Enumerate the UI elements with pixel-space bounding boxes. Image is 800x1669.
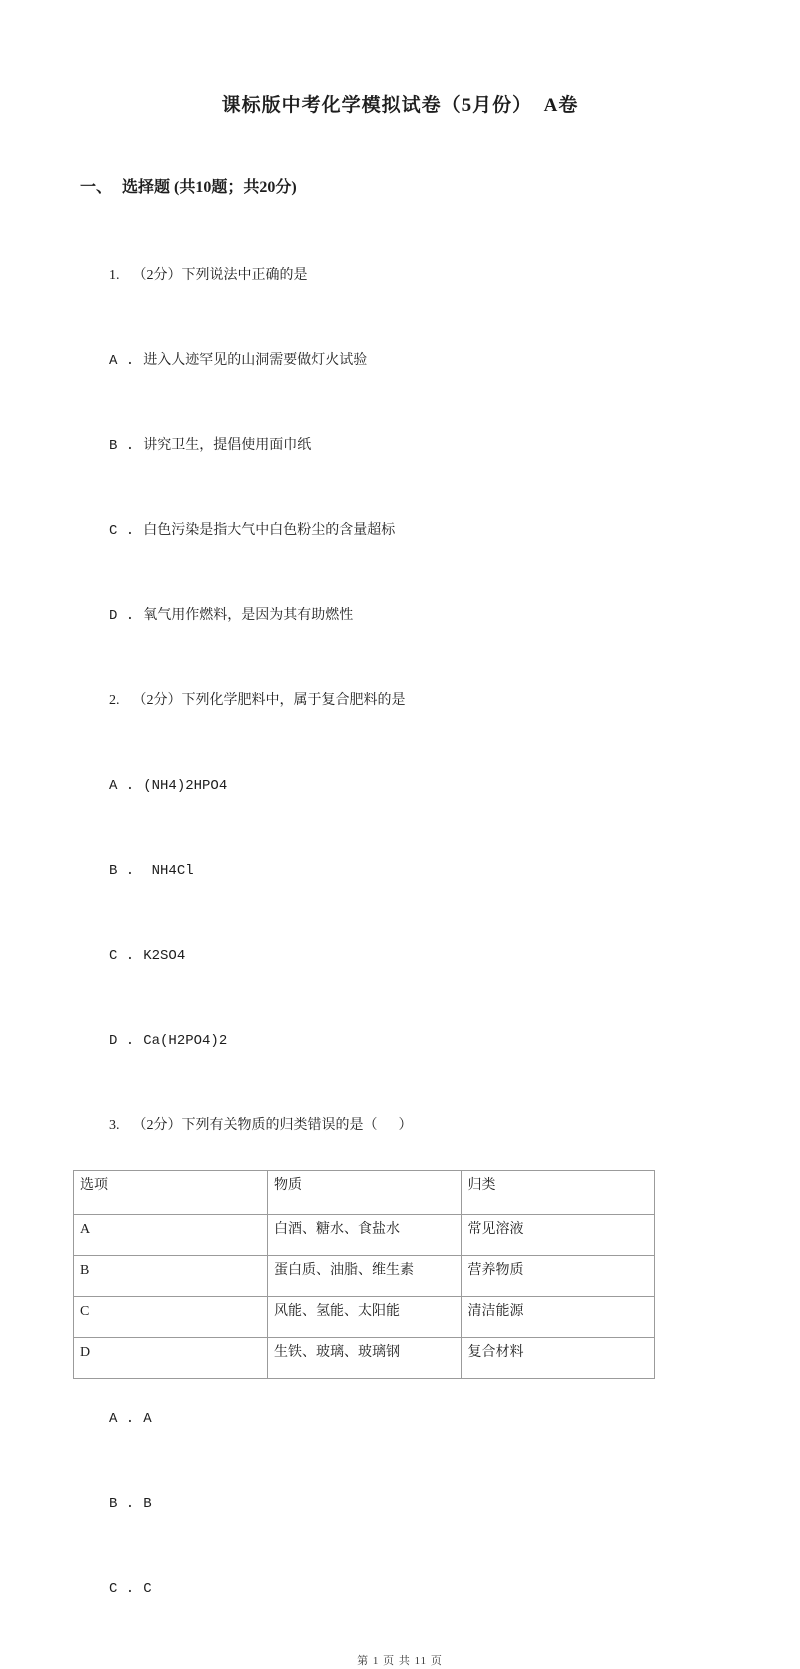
table-cell: 清洁能源 xyxy=(461,1297,654,1338)
section-heading xyxy=(64,155,800,221)
option-label: C . xyxy=(109,948,135,964)
question-3-number: 3. xyxy=(109,1118,120,1133)
option-text: 进入人迹罕见的山洞需要做灯火试验 xyxy=(143,353,368,368)
question-3-option-c xyxy=(95,1559,800,1619)
option-text: C xyxy=(143,1581,152,1597)
question-2-stem xyxy=(95,671,800,731)
table-header-option: 选项 xyxy=(74,1171,268,1215)
question-1-stem xyxy=(95,246,800,306)
question-1-text: （2分）下列说法中正确的是 xyxy=(132,268,308,283)
table-cell: 复合材料 xyxy=(461,1338,654,1379)
table-row xyxy=(74,1338,655,1379)
option-label: C . xyxy=(109,523,135,539)
section-number: 一、 xyxy=(80,179,113,196)
question-3-option-b xyxy=(95,1474,800,1534)
question-2-option-b xyxy=(95,841,800,901)
table-header-category: 归类 xyxy=(461,1171,654,1215)
option-label: B . xyxy=(109,438,135,454)
table-cell: 生铁、玻璃、玻璃钢 xyxy=(268,1338,461,1379)
chemical-formula: Ca(H2PO4)2 xyxy=(143,1033,228,1049)
question-3-stem xyxy=(95,1096,800,1156)
option-text: 氧气用作燃料，是因为其有助燃性 xyxy=(143,608,354,623)
section-title: 选择题 (共10题；共20分) xyxy=(122,179,297,196)
chemical-formula: (NH4)2HPO4 xyxy=(143,778,228,794)
table-row xyxy=(74,1297,655,1338)
option-text: 白色污染是指大气中白色粉尘的含量超标 xyxy=(143,523,396,538)
table-cell: A xyxy=(74,1215,268,1256)
table-header-row xyxy=(74,1171,655,1215)
option-label: D . xyxy=(109,608,135,624)
table-row xyxy=(74,1215,655,1256)
chemical-formula: NH4Cl xyxy=(143,863,194,879)
table-cell: D xyxy=(74,1338,268,1379)
question-1-number: 1. xyxy=(109,268,120,283)
option-label: A . xyxy=(109,778,135,794)
option-label: B . xyxy=(109,1496,135,1512)
table-header-substance: 物质 xyxy=(268,1171,461,1215)
question-1-option-d xyxy=(95,586,800,646)
question-2-option-d xyxy=(95,1011,800,1071)
question-3-text: （2分）下列有关物质的归类错误的是（ ） xyxy=(132,1118,413,1133)
table-cell: B xyxy=(74,1256,268,1297)
table-cell: 白酒、糖水、食盐水 xyxy=(268,1215,461,1256)
page-footer: 第 1 页 共 11 页 xyxy=(357,1655,443,1667)
question-3-option-a xyxy=(95,1389,800,1449)
option-label: C . xyxy=(109,1581,135,1597)
option-label: A . xyxy=(109,1411,135,1427)
option-text: B xyxy=(143,1496,152,1512)
page-title: 课标版中考化学模拟试卷（5月份） A卷 xyxy=(221,95,579,116)
table-cell: 营养物质 xyxy=(461,1256,654,1297)
question-1-option-c xyxy=(95,501,800,561)
question-2-number: 2. xyxy=(109,693,120,708)
question-1-option-b xyxy=(95,416,800,476)
option-label: B . xyxy=(109,863,135,879)
chemical-formula: K2SO4 xyxy=(143,948,186,964)
table-cell: 常见溶液 xyxy=(461,1215,654,1256)
option-label: A . xyxy=(109,353,135,369)
table-cell: C xyxy=(74,1297,268,1338)
question-2-text: （2分）下列化学肥料中，属于复合肥料的是 xyxy=(132,693,406,708)
question-2-option-a xyxy=(95,756,800,816)
table-cell: 风能、氢能、太阳能 xyxy=(268,1297,461,1338)
option-label: D . xyxy=(109,1033,135,1049)
classification-table xyxy=(73,1170,655,1379)
option-text: A xyxy=(143,1411,152,1427)
question-1-option-a xyxy=(95,331,800,391)
table-cell: 蛋白质、油脂、维生素 xyxy=(268,1256,461,1297)
option-text: 讲究卫生，提倡使用面巾纸 xyxy=(143,438,312,453)
question-2-option-c xyxy=(95,926,800,986)
table-row xyxy=(74,1256,655,1297)
